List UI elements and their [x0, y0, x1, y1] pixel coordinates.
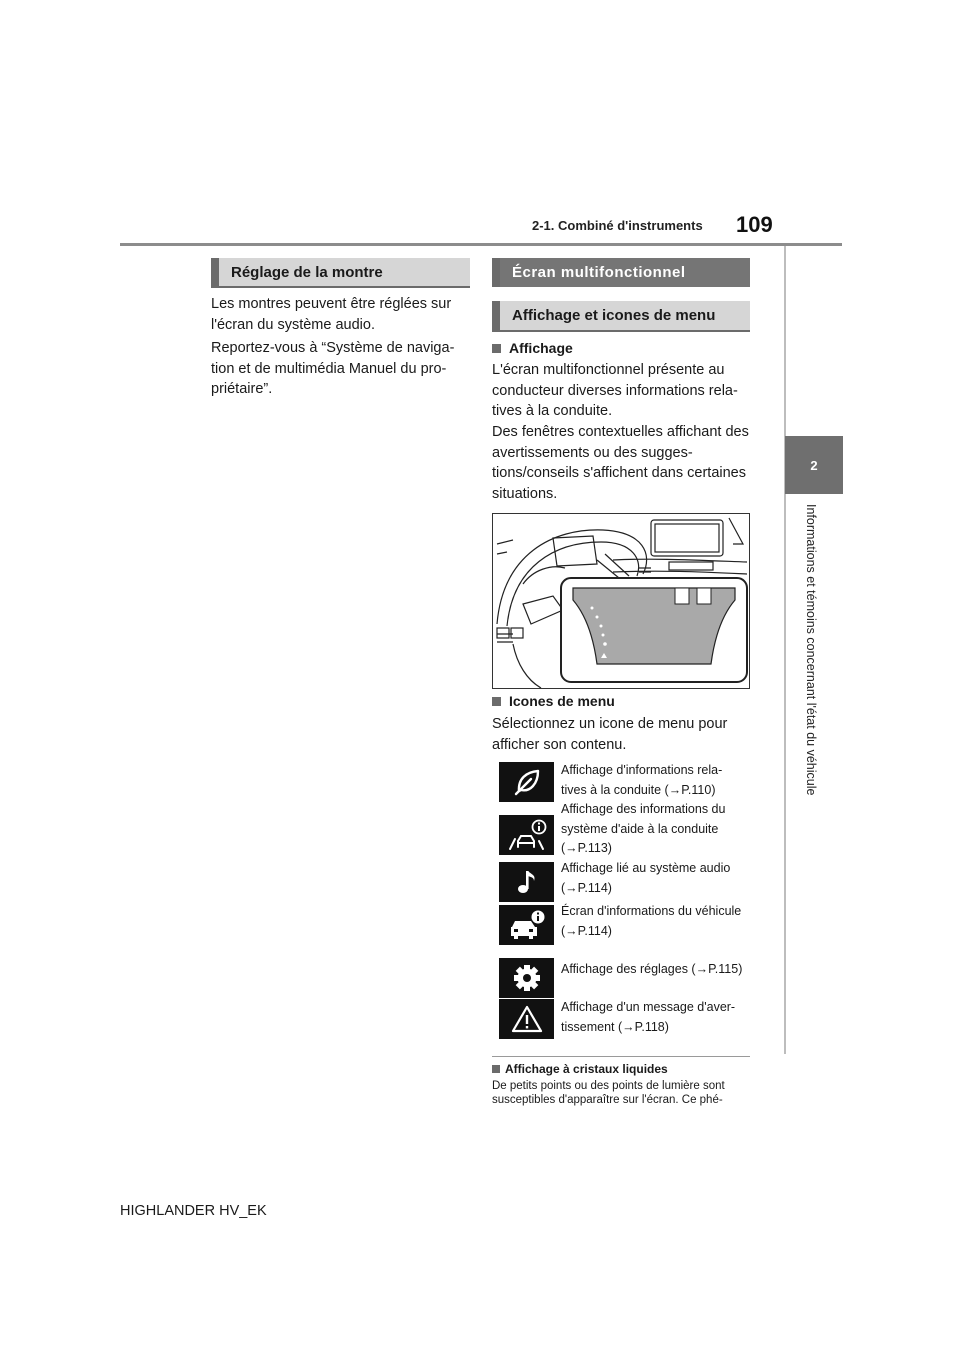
- menu-icon-audio[interactable]: [499, 862, 554, 902]
- note-text: De petits points ou des points de lumière sont susceptibles d'apparaître sur l'écran. Ce phé-: [492, 1080, 725, 1106]
- gear-icon: [512, 963, 542, 993]
- paragraph-montres: Les montres peuvent être réglées sur l'écran du système audio.: [211, 296, 452, 333]
- driving-assist-icon: [507, 819, 547, 851]
- note-heading-text: Affichage à cristaux liquides: [505, 1062, 668, 1076]
- note-heading: [492, 1062, 668, 1076]
- menu-icon-vehicle-info[interactable]: [499, 905, 554, 945]
- leaf-icon: [512, 767, 542, 797]
- menu-icon-driving-assist[interactable]: [499, 815, 554, 855]
- menu-item-line: Affichage des réglages (→P.115): [561, 962, 743, 976]
- subheading-affichage: [492, 340, 573, 356]
- footer-model: HIGHLANDER HV_EK: [120, 1203, 267, 1219]
- menu-item-line: (→P.114): [561, 880, 612, 895]
- paragraph-selectionnez: Sélectionnez un icone de menu pour afficher son contenu.: [492, 716, 728, 753]
- menu-item-line: (→P.113): [561, 841, 612, 855]
- section-label: 2-1. Combiné d'instruments: [532, 218, 703, 233]
- menu-item-warning: [561, 998, 751, 1037]
- side-chapter-title: [800, 504, 820, 814]
- menu-item-driving-assist: [561, 800, 751, 859]
- square-bullet-icon: [492, 697, 501, 706]
- square-bullet-icon: [492, 344, 501, 353]
- menu-icon-settings[interactable]: [499, 958, 554, 998]
- side-chapter-title-text: Informations et témoins concernant l'état du véhicule: [804, 504, 818, 796]
- square-bullet-icon: [492, 1065, 500, 1073]
- dashboard-illustration: [492, 513, 750, 689]
- menu-item-line: Écran d'informations du véhicule: [561, 904, 742, 918]
- paragraph-reportez: Reportez-vous à “Système de naviga-tion et de multimédia Manuel du pro-priétaire”.: [211, 340, 455, 397]
- side-rule: [784, 246, 786, 1054]
- menu-item-line: tissement (→P.118): [561, 1019, 669, 1034]
- vehicle-info-icon: [507, 909, 547, 941]
- menu-item-line: tives à la conduite (→P.110): [561, 782, 716, 797]
- menu-item-line: Affichage des informations du: [561, 802, 726, 816]
- header-rule: [120, 243, 842, 246]
- menu-item-driving-info: [561, 761, 751, 800]
- menu-item-line: Affichage lié au système audio: [561, 861, 731, 875]
- page-number: 109: [736, 212, 773, 237]
- menu-item-settings: [561, 960, 751, 980]
- menu-item-line: système d'aide à la conduite: [561, 821, 719, 836]
- heading-affichage-icones: Affichage et icones de menu: [492, 301, 750, 332]
- subheading-affichage-text: Affichage: [509, 340, 573, 356]
- chapter-tab[interactable]: 2: [785, 436, 843, 494]
- warning-icon: [510, 1004, 544, 1034]
- paragraph-fenetres: Des fenêtres contextuelles affichant des avertissements ou des sugges-tions/conseils s'affichent dans certaines situations.: [492, 424, 749, 502]
- menu-icon-warning[interactable]: [499, 999, 554, 1039]
- dashboard-drawing: [493, 514, 750, 689]
- menu-icon-driving-info[interactable]: [499, 762, 554, 802]
- music-note-icon: [512, 867, 542, 897]
- menu-item-line: Affichage d'un message d'aver-: [561, 1000, 736, 1014]
- paragraph-ecran-presente: L'écran multifonctionnel présente au conducteur diverses informations rela-tives à la conduite.: [492, 362, 738, 419]
- menu-item-vehicle-info: [561, 902, 751, 941]
- heading-ecran-multifonctionnel: Écran multifonctionnel: [492, 258, 750, 287]
- note-rule: [492, 1056, 750, 1057]
- subheading-icones: [492, 693, 615, 709]
- menu-item-audio: [561, 859, 751, 898]
- menu-item-line: (→P.114): [561, 923, 612, 938]
- subheading-icones-text: Icones de menu: [509, 693, 615, 709]
- heading-reglage-montre: Réglage de la montre: [211, 258, 470, 288]
- menu-item-line: Affichage d'informations rela-: [561, 763, 723, 777]
